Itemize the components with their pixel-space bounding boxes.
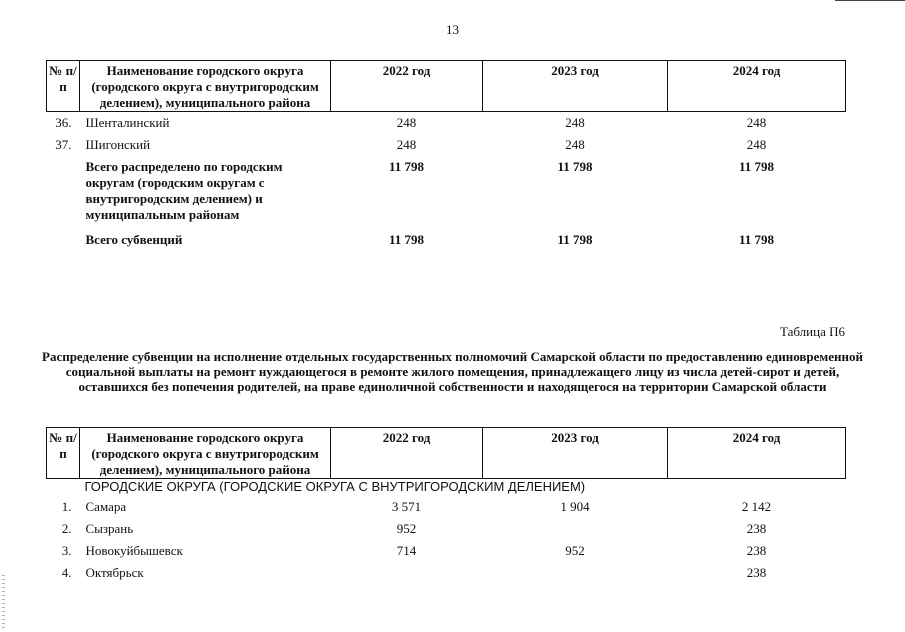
total-distributed-2024: 11 798: [738, 159, 775, 174]
row-value-2024: 238: [746, 543, 767, 558]
row-number: 2.: [61, 521, 72, 536]
total-subventions-2023: 11 798: [557, 232, 593, 247]
total-distributed-row: [47, 156, 846, 226]
total-subventions-row: [47, 226, 846, 251]
row-number: 36.: [55, 115, 72, 130]
row-value-2023: 248: [565, 137, 585, 152]
total-subventions-2022: 11 798: [388, 232, 425, 247]
table-header-row: [47, 428, 846, 479]
scan-edge-line: [835, 0, 905, 1]
header-col-2023: 2023 год: [483, 428, 668, 479]
row-value-2024: 238: [746, 565, 767, 580]
row-value-2023: [483, 518, 668, 540]
row-value-2022: [331, 562, 483, 584]
total-subventions-label: Всего субвенций: [85, 232, 183, 247]
table-row: [47, 518, 846, 540]
header-col-2024: 2024 год: [668, 428, 846, 479]
total-distributed-label: Всего распределено по городским округам (городским округам с внутригородским делением) и муниципальным районам: [85, 159, 283, 222]
header-col-no: № п/п: [47, 61, 80, 112]
row-number: 3.: [61, 543, 72, 558]
row-value-2022: 3 571: [391, 499, 422, 514]
row-value-2022: 248: [396, 115, 417, 130]
header-col-2022: 2022 год: [331, 428, 483, 479]
row-value-2023: 1 904: [560, 499, 590, 514]
table-row: [47, 112, 846, 135]
table-title: Распределение субвенции на исполнение отдельных государственных полномочий Самарской области по предоставлению единовременной социальной выплаты на ремонт нуждающегося в ремонте жилого помещения, принадлежащего лицу из числа детей-сирот и детей, оставшихся без попечения родителей, на праве единоличной собственности и находящегося на территории Самарской области: [42, 349, 863, 394]
row-value-2024: 248: [746, 137, 767, 152]
total-distributed-2023: 11 798: [557, 159, 593, 174]
header-col-2024: 2024 год: [668, 61, 846, 112]
row-number: 1.: [61, 499, 72, 514]
table-row: [47, 134, 846, 156]
scan-artifact: [2, 575, 5, 630]
table-continued: [46, 60, 846, 251]
header-col-2023: 2023 год: [483, 61, 668, 112]
row-number: 4.: [61, 565, 72, 580]
row-name: Октябрьск: [85, 565, 144, 580]
row-value-2022: 248: [396, 137, 417, 152]
table-row: [47, 496, 846, 518]
row-value-2024: 248: [746, 115, 767, 130]
row-name: Сызрань: [85, 521, 134, 536]
row-value-2023: 952: [565, 543, 585, 558]
row-name: Самара: [85, 499, 127, 514]
row-value-2022: 714: [396, 543, 417, 558]
header-col-no: № п/п: [47, 428, 80, 479]
row-name: Шенталинский: [85, 115, 170, 130]
row-value-2023: 248: [565, 115, 585, 130]
row-name: Шигонский: [85, 137, 151, 152]
table-row: [47, 562, 846, 584]
header-col-2022: 2022 год: [331, 61, 483, 112]
header-col-name: Наименование городского округа (городского округа с внутригородским делением), муниципального района: [80, 428, 331, 479]
row-number: 37.: [55, 137, 72, 152]
row-name: Новокуйбышевск: [85, 543, 183, 558]
total-distributed-2022: 11 798: [388, 159, 425, 174]
page-number: 13: [446, 22, 459, 37]
subvention-table: [46, 427, 846, 584]
header-col-name: Наименование городского округа (городского округа с внутригородским делением), муниципального района: [80, 61, 331, 112]
section-heading-row: [47, 479, 846, 497]
row-value-2024: 2 142: [741, 499, 772, 514]
table-label: Таблица П6: [780, 324, 845, 339]
row-value-2022: 952: [396, 521, 417, 536]
row-value-2024: 238: [746, 521, 767, 536]
row-value-2023: [483, 562, 668, 584]
total-subventions-2024: 11 798: [738, 232, 775, 247]
table-header-row: [47, 61, 846, 112]
table-row: [47, 540, 846, 562]
section-heading: ГОРОДСКИЕ ОКРУГА (ГОРОДСКИЕ ОКРУГА С ВНУТРИГОРОДСКИМ ДЕЛЕНИЕМ): [84, 479, 586, 494]
